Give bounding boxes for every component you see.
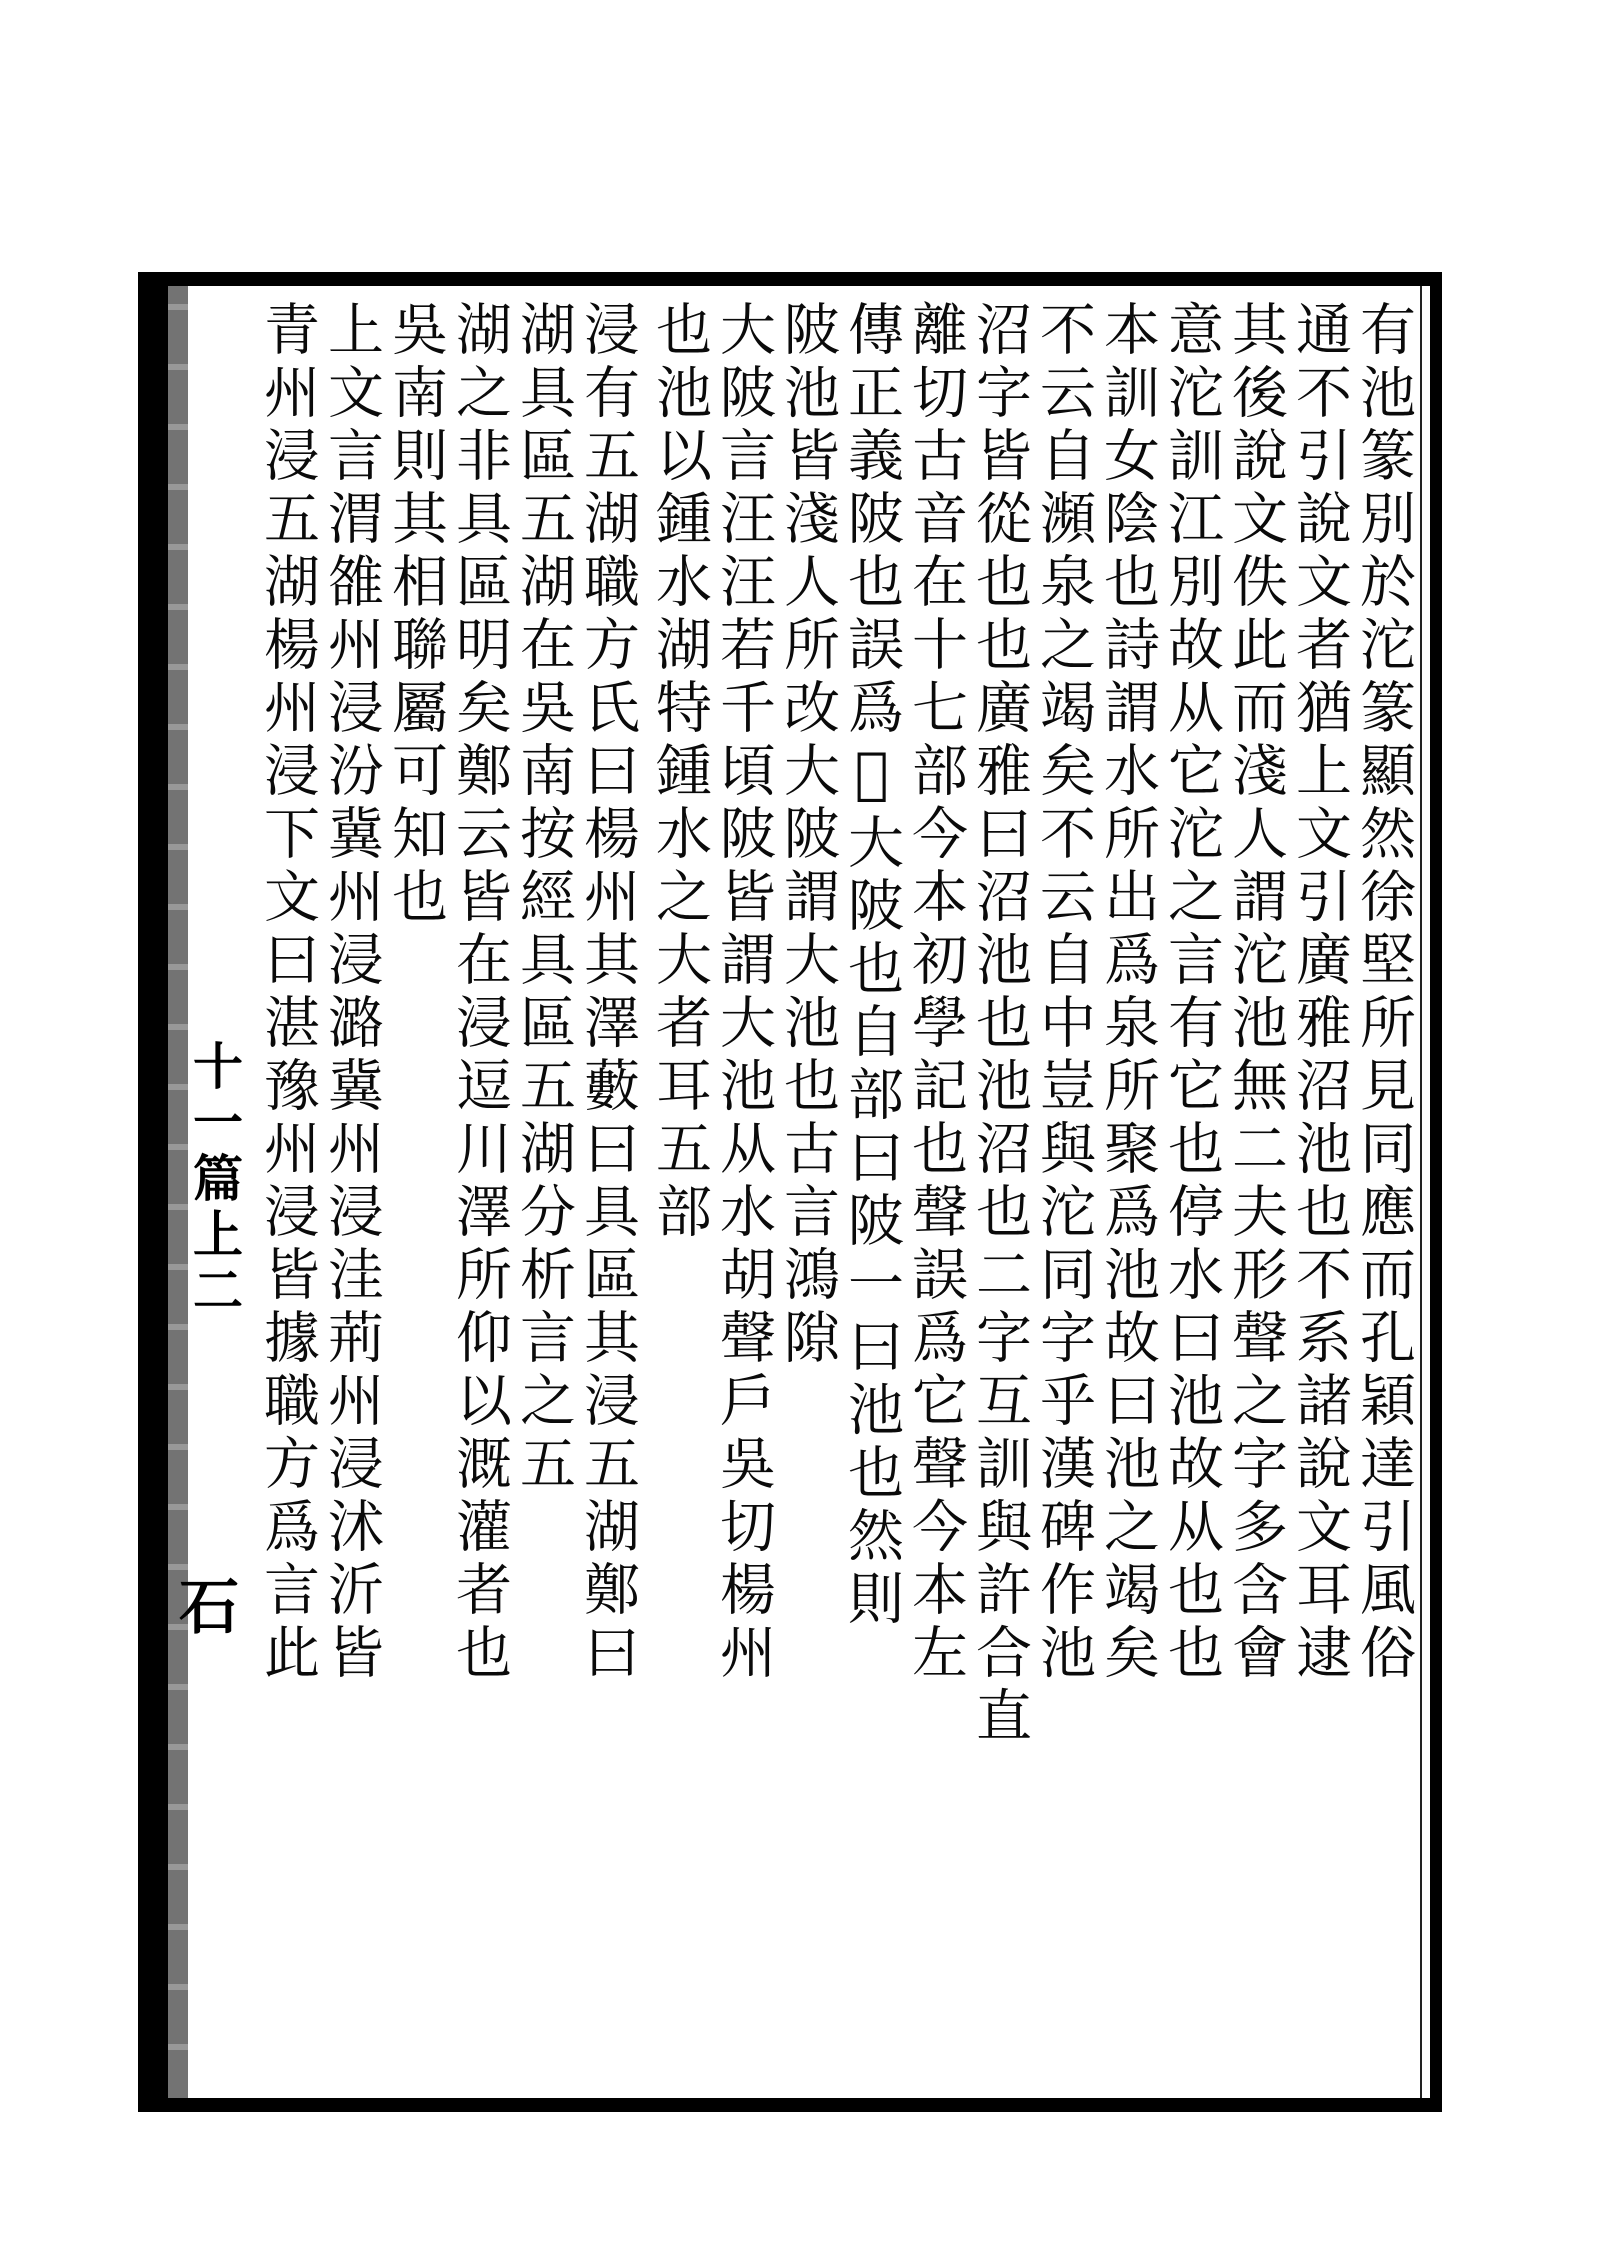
text-column-3: 其後說文佚此而淺人謂沱池無二夫形聲之字多含會 <box>1223 300 1288 1686</box>
text-column-9: 傳正義陂也誤爲𣴑大陂也自部曰陂一曰池也然則 <box>839 300 904 1632</box>
text-column-18: 青州浸五湖楊州浸下文曰湛豫州浸皆據職方爲言此 <box>255 300 320 1686</box>
text-column-4: 意沱訓江別故从它沱之言有它也停水曰池故从也也 <box>1159 300 1224 1686</box>
text-column-17: 上文言渭雒州浸汾冀州浸潞冀州浸洼荊州浸沭沂皆 <box>319 300 384 1686</box>
text-column-5: 本訓女陰也詩謂水所出爲泉所聚爲池故曰池之竭矣 <box>1095 300 1160 1686</box>
text-column-10: 陂池皆淺人所改大陂謂大池也古言鴻隙 <box>775 300 840 1371</box>
text-column-15: 湖之非具區明矣鄭云皆在浸逗川澤所仰以溉灌者也 <box>447 300 512 1686</box>
gutter-label: 十一篇上二 <box>185 1040 244 1320</box>
folio-mark: 石 <box>179 1573 239 1643</box>
text-column-11: 大陂言汪汪若千頃陂皆謂大池从水胡聲戶吳切楊州 <box>711 300 776 1686</box>
frame-top-border <box>140 272 1440 286</box>
text-column-8: 離切古音在十七部今本初學記也聲誤爲它聲今本左 <box>903 300 968 1686</box>
text-column-6: 不云自瀕泉之竭矣不云自中豈與沱同字乎漢碑作池 <box>1031 300 1096 1686</box>
text-column-2: 通不引說文者猶上文引廣雅沼池也不系諸說文耳逮 <box>1287 300 1352 1686</box>
text-column-13: 浸有五湖職方氏曰楊州其澤藪曰具區其浸五湖鄭曰 <box>575 300 640 1686</box>
text-column-1: 有池篆別於沱篆顯然徐堅所見同應而孔穎達引風俗 <box>1351 300 1416 1686</box>
frame-right-border <box>1430 272 1442 2112</box>
text-column-16: 吳南則其相聯屬可知也 <box>383 300 448 930</box>
frame-bottom-border <box>140 2098 1440 2112</box>
text-column-12: 也池以鍾水湖特鍾水之大者耳五部 <box>647 300 712 1245</box>
column-rule <box>1420 286 1422 2098</box>
frame-left-border <box>138 272 168 2112</box>
text-column-14: 湖具區五湖在吳南按經具區五湖分析言之五 <box>511 300 576 1497</box>
text-column-7: 沼字皆從也也廣雅曰沼池也池沼也二字互訓與許合直 <box>967 300 1032 1749</box>
